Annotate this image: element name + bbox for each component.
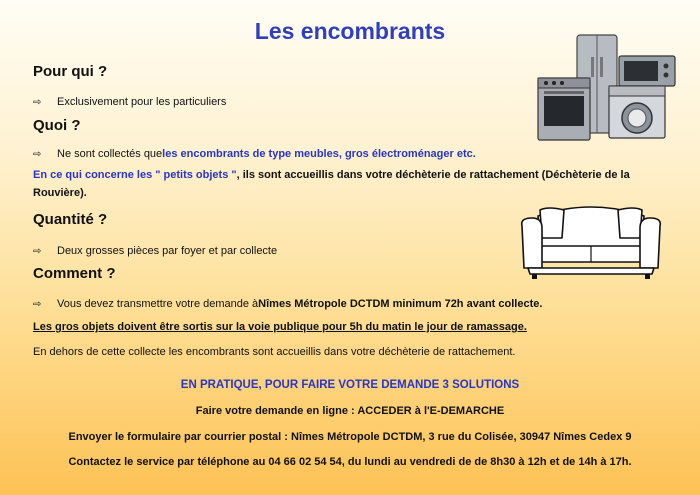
practical-phone: Contactez le service par téléphone au 04 66 02 54 54, du lundi au vendredi de de 8h30 à 12h et de 14h à 17h. — [68, 456, 632, 468]
bullet-text-prefix: Vous devez transmettre votre demande à — [57, 298, 259, 310]
bullet-text-bold: Nîmes Métropole DCTDM minimum 72h avant collecte. — [258, 298, 543, 310]
ramassage-note: Les gros objets doivent être sortis sur la voie publique pour 5h du matin le jour de ramassage. — [33, 321, 527, 333]
practical-postal: Envoyer le formulaire par courrier postal : Nîmes Métropole DCTDM, 3 rue du Colisée, 30947 Nîmes Cedex 9 — [68, 431, 632, 443]
bullet-quantite — [33, 242, 277, 260]
petits-objets-highlight: En ce qui concerne les " petits objets " — [33, 169, 237, 181]
heading-comment: Comment ? — [33, 265, 116, 282]
heading-quoi: Quoi ? — [33, 117, 81, 134]
petits-objets-rest-1: , ils sont accueillis dans votre déchèterie de rattachement (Déchèterie de la — [236, 169, 630, 181]
heading-pour-qui: Pour qui ? — [33, 63, 108, 80]
bullet-text: Deux grosses pièces par foyer et par collecte — [57, 245, 278, 257]
bullet-text-prefix: Ne sont collectés que — [57, 148, 163, 160]
bullet-text: Exclusivement pour les particuliers — [57, 96, 227, 108]
sofa-illustration — [518, 196, 664, 280]
bullet-text-highlight: les encombrants de type meubles, gros électroménager etc. — [162, 148, 476, 160]
bullet-quoi — [33, 145, 476, 163]
arrow-icon: ⇨ — [33, 96, 42, 108]
dechetterie-note: En dehors de cette collecte les encombrants sont accueillis dans votre déchèterie de rattachement. — [33, 346, 516, 358]
heading-quantite: Quantité ? — [33, 211, 108, 228]
page-title: Les encombrants — [254, 18, 446, 44]
practical-heading: EN PRATIQUE, POUR FAIRE VOTRE DEMANDE 3 SOLUTIONS — [180, 379, 520, 391]
appliances-illustration — [533, 32, 683, 144]
petits-objets-rest-2: Rouvière). — [33, 187, 87, 199]
arrow-icon: ⇨ — [33, 298, 42, 310]
bullet-pour-qui — [33, 93, 226, 111]
arrow-icon: ⇨ — [33, 148, 42, 160]
arrow-icon: ⇨ — [33, 245, 42, 257]
bullet-comment — [33, 295, 542, 313]
practical-online: Faire votre demande en ligne : ACCEDER à l'E-DEMARCHE — [195, 405, 505, 417]
